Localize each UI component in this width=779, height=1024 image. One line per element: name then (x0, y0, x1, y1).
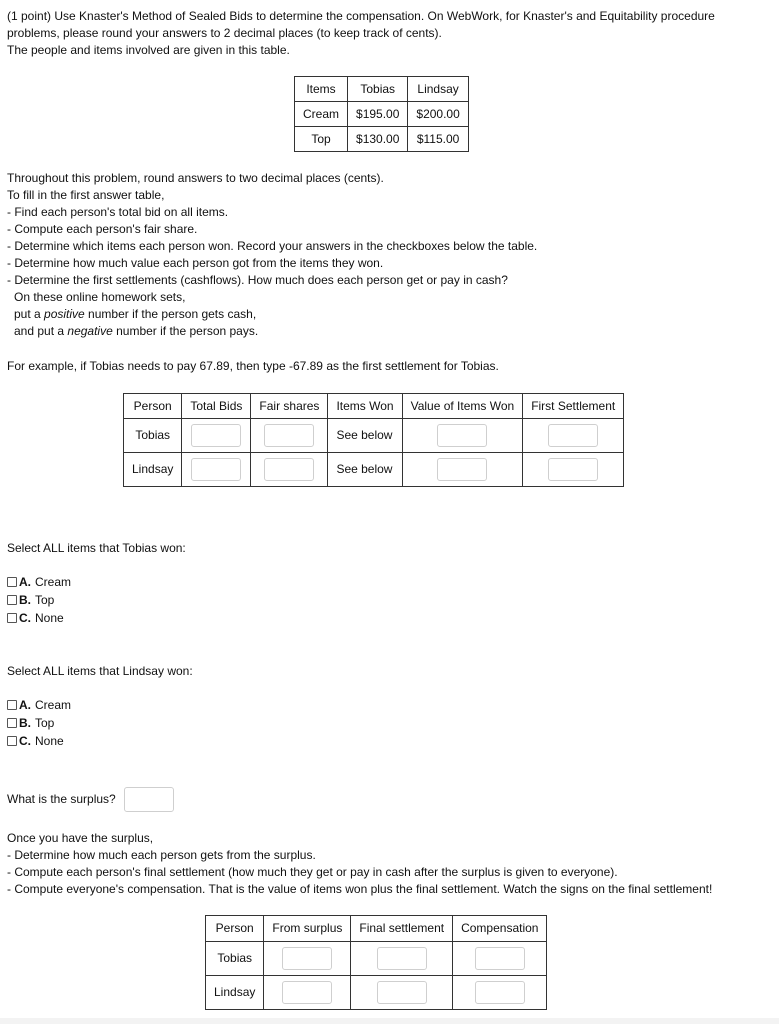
tobias-option-none[interactable] (7, 609, 71, 627)
checkbox[interactable] (7, 736, 17, 746)
option-label: Cream (35, 697, 72, 712)
option-label: Cream (35, 574, 72, 589)
tobias-value-won-input[interactable] (437, 424, 487, 447)
option-letter: A. (19, 574, 31, 589)
option-label: Top (35, 715, 55, 730)
lindsay-options (7, 696, 71, 750)
tobias-option-top[interactable] (7, 591, 71, 609)
lindsay-value-won-input[interactable] (437, 458, 487, 481)
tobias-first-settlement-input[interactable] (548, 424, 598, 447)
lindsay-fair-share-input[interactable] (264, 458, 314, 481)
tobias-fair-share-input[interactable] (264, 424, 314, 447)
tobias-total-bids-input[interactable] (191, 424, 241, 447)
items-cell: $115.00 (408, 127, 468, 152)
option-letter: C. (19, 610, 31, 625)
option-label: None (35, 733, 64, 748)
items-cell: Cream (295, 102, 348, 127)
lindsay-option-none[interactable] (7, 732, 71, 750)
after-line: - Compute each person's final settlement (how much they get or pay in cash after the surplus is given to everyone). (7, 865, 618, 879)
first-header: Value of Items Won (402, 394, 523, 419)
tobias-option-cream[interactable] (7, 573, 71, 591)
person-cell: Tobias (124, 419, 182, 453)
option-label: Top (35, 592, 55, 607)
final-answer-table (205, 915, 547, 1010)
checkbox[interactable] (7, 718, 17, 728)
intro-line-1: (1 point) Use Knaster's Method of Sealed Bids to determine the compensation. On WebWork, for Knaster's and Equitability procedure (7, 9, 715, 23)
first-header: First Settlement (523, 394, 624, 419)
instruction-line: To fill in the first answer table, (7, 188, 165, 202)
first-answer-table (123, 393, 624, 487)
lindsay-compensation-input[interactable] (475, 981, 525, 1004)
items-won-cell: See below (328, 453, 402, 487)
surplus-input[interactable] (124, 787, 174, 812)
text-fragment: number if the person gets cash, (84, 307, 257, 321)
checkbox[interactable] (7, 700, 17, 710)
after-line: - Determine how much each person gets from the surplus. (7, 848, 316, 862)
after-line: - Compute everyone's compensation. That is the value of items won plus the final settlement. Watch the signs on the final settlement! (7, 882, 713, 896)
after-line: Once you have the surplus, (7, 831, 154, 845)
intro-line-2: problems, please round your answers to 2 decimal places (to keep track of cents). (7, 26, 442, 40)
first-header: Fair shares (251, 394, 328, 419)
first-header: Person (124, 394, 182, 419)
emphasis-negative: negative (67, 324, 113, 338)
person-cell: Lindsay (124, 453, 182, 487)
items-cell: $130.00 (348, 127, 408, 152)
person-cell: Lindsay (206, 976, 264, 1010)
option-letter: C. (19, 733, 31, 748)
text-fragment: put a (14, 307, 45, 321)
instruction-line: - Determine the first settlements (cashflows). How much does each person get or pay in cash? (7, 273, 508, 287)
lindsay-total-bids-input[interactable] (191, 458, 241, 481)
tobias-options (7, 573, 71, 627)
checkbox[interactable] (7, 613, 17, 623)
emphasis-positive: positive (44, 307, 85, 321)
lindsay-first-settlement-input[interactable] (548, 458, 598, 481)
instruction-line: - Determine how much value each person got from the items they won. (7, 256, 384, 270)
instruction-line: - Find each person's total bid on all items. (7, 205, 229, 219)
lindsay-option-top[interactable] (7, 714, 71, 732)
page-bottom-edge (0, 1018, 779, 1024)
tobias-select-prompt: Select ALL items that Tobias won: (7, 541, 186, 555)
instruction-line: Throughout this problem, round answers to two decimal places (cents). (7, 171, 384, 185)
checkbox[interactable] (7, 577, 17, 587)
lindsay-final-settlement-input[interactable] (377, 981, 427, 1004)
items-cell: Top (295, 127, 348, 152)
items-header-lindsay: Lindsay (408, 77, 468, 102)
final-header: Person (206, 916, 264, 942)
tobias-from-surplus-input[interactable] (282, 947, 332, 970)
items-won-cell: See below (328, 419, 402, 453)
option-letter: A. (19, 697, 31, 712)
option-label: None (35, 610, 64, 625)
intro-line-3: The people and items involved are given in this table. (7, 43, 290, 57)
tobias-final-settlement-input[interactable] (377, 947, 427, 970)
final-header: Final settlement (351, 916, 453, 942)
instruction-line: - Compute each person's fair share. (7, 222, 198, 236)
person-cell: Tobias (206, 942, 264, 976)
text-fragment: number if the person pays. (112, 324, 259, 338)
first-header: Items Won (328, 394, 402, 419)
lindsay-select-prompt: Select ALL items that Lindsay won: (7, 664, 193, 678)
instruction-line: - Determine which items each person won. Record your answers in the checkboxes below the table. (7, 239, 538, 253)
text-fragment: and put a (14, 324, 68, 338)
instruction-line (14, 323, 258, 340)
items-cell: $200.00 (408, 102, 468, 127)
instruction-line (14, 306, 256, 323)
items-cell: $195.00 (348, 102, 408, 127)
lindsay-from-surplus-input[interactable] (282, 981, 332, 1004)
instruction-line: On these online homework sets, (14, 290, 186, 304)
lindsay-option-cream[interactable] (7, 696, 71, 714)
items-header-items: Items (295, 77, 348, 102)
checkbox[interactable] (7, 595, 17, 605)
surplus-row (7, 787, 174, 812)
items-table (294, 76, 469, 152)
option-letter: B. (19, 715, 31, 730)
items-header-tobias: Tobias (348, 77, 408, 102)
final-header: From surplus (264, 916, 351, 942)
option-letter: B. (19, 592, 31, 607)
first-header: Total Bids (182, 394, 251, 419)
surplus-label: What is the surplus? (7, 792, 116, 806)
example-line: For example, if Tobias needs to pay 67.89, then type -67.89 as the first settlement for Tobias. (7, 359, 499, 373)
final-header: Compensation (453, 916, 547, 942)
tobias-compensation-input[interactable] (475, 947, 525, 970)
